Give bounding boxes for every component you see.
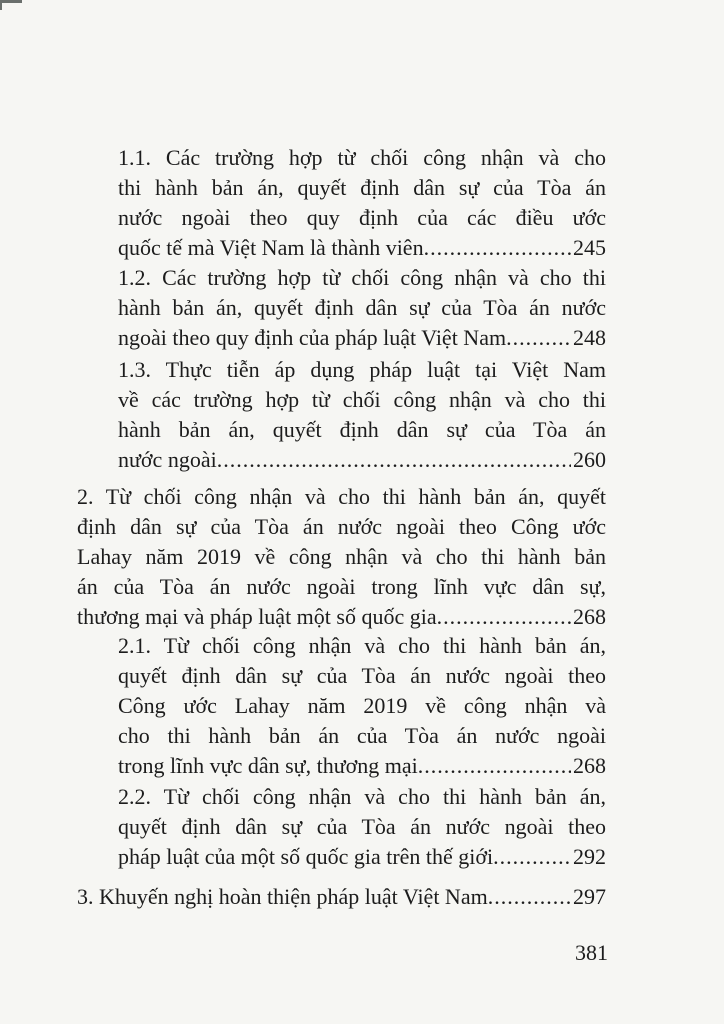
toc-page-number: 245: [573, 235, 606, 260]
toc-page-number: 248: [573, 325, 606, 350]
toc-page-number: 260: [573, 447, 606, 472]
page-number: 381: [575, 940, 608, 965]
scan-edge-mark: [0, 0, 22, 3]
dot-leader: [217, 445, 571, 475]
toc-entry-line: án của Tòa án nước ngoài trong lĩnh vực dân sự,: [77, 574, 606, 599]
toc-entry-line: Công ước Lahay năm 2019 về công nhận và: [118, 693, 606, 718]
toc-entry-last-line: [77, 602, 606, 632]
toc-entry-line: 2. Từ chối công nhận và cho thi hành bản án, quyết: [77, 484, 606, 509]
toc-entry[interactable]: [118, 355, 606, 475]
toc-entry-last-line: [118, 233, 606, 263]
toc-entry-line: Lahay năm 2019 về công nhận và cho thi hành bản: [77, 544, 606, 569]
toc-entry-last-line: [118, 445, 606, 475]
toc-page-number: 292: [573, 844, 606, 869]
toc-entry-line: thương mại và pháp luật một số quốc gia: [77, 604, 437, 629]
toc-entry-line: thi hành bản án, quyết định dân sự của Tòa án: [118, 175, 606, 200]
toc-entry-line: 2.2. Từ chối công nhận và cho thi hành bản án,: [118, 784, 606, 809]
toc-entry-line: quyết định dân sự của Tòa án nước ngoài theo: [118, 814, 606, 839]
toc-entry-line: 1.2. Các trường hợp từ chối công nhận và cho thi: [118, 265, 606, 290]
dot-leader: [506, 323, 571, 353]
dot-leader: [488, 882, 571, 912]
toc-entry[interactable]: [118, 782, 606, 872]
toc-entry-line: 1.1. Các trường hợp từ chối công nhận và cho: [118, 145, 606, 170]
toc-entry-line: ngoài theo quy định của pháp luật Việt Nam: [118, 325, 507, 350]
toc-entry-last-line: [118, 323, 606, 353]
toc-entry-line: định dân sự của Tòa án nước ngoài theo Công ước: [77, 514, 606, 539]
toc-entry-line: 3. Khuyến nghị hoàn thiện pháp luật Việt Nam: [77, 884, 488, 909]
toc-entry[interactable]: [118, 143, 606, 263]
toc-entry-line: 2.1. Từ chối công nhận và cho thi hành bản án,: [118, 633, 606, 658]
toc-entry[interactable]: [118, 631, 606, 781]
scan-edge-mark: [0, 0, 2, 10]
toc-entry[interactable]: [118, 263, 606, 353]
toc-entry[interactable]: [77, 882, 606, 912]
toc-entry-line: hành bản án, quyết định dân sự của Tòa án: [118, 417, 606, 442]
toc-entry-line: trong lĩnh vực dân sự, thương mại: [118, 753, 418, 778]
toc-entry-line: cho thi hành bản án của Tòa án nước ngoài: [118, 723, 606, 748]
toc-page-number: 268: [573, 753, 606, 778]
toc-entry-line: hành bản án, quyết định dân sự của Tòa án nước: [118, 295, 606, 320]
toc-entry-last-line: [77, 882, 606, 912]
toc-entry-line: quốc tế mà Việt Nam là thành viên: [118, 235, 424, 260]
dot-leader: [418, 751, 571, 781]
toc-page-number: 268: [573, 604, 606, 629]
dot-leader: [437, 602, 571, 632]
toc-entry-line: nước ngoài: [118, 447, 217, 472]
toc-entry-line: quyết định dân sự của Tòa án nước ngoài theo: [118, 663, 606, 688]
toc-entry-line: nước ngoài theo quy định của các điều ước: [118, 205, 606, 230]
toc-entry-line: về các trường hợp từ chối công nhận và cho thi: [118, 387, 606, 412]
toc-page-number: 297: [573, 884, 606, 909]
dot-leader: [424, 233, 571, 263]
toc-entry-last-line: [118, 842, 606, 872]
toc-entry[interactable]: [77, 482, 606, 632]
toc-entry-last-line: [118, 751, 606, 781]
dot-leader: [493, 842, 571, 872]
toc-entry-line: 1.3. Thực tiễn áp dụng pháp luật tại Việt Nam: [118, 357, 606, 382]
toc-entry-line: pháp luật của một số quốc gia trên thế giới: [118, 844, 494, 869]
